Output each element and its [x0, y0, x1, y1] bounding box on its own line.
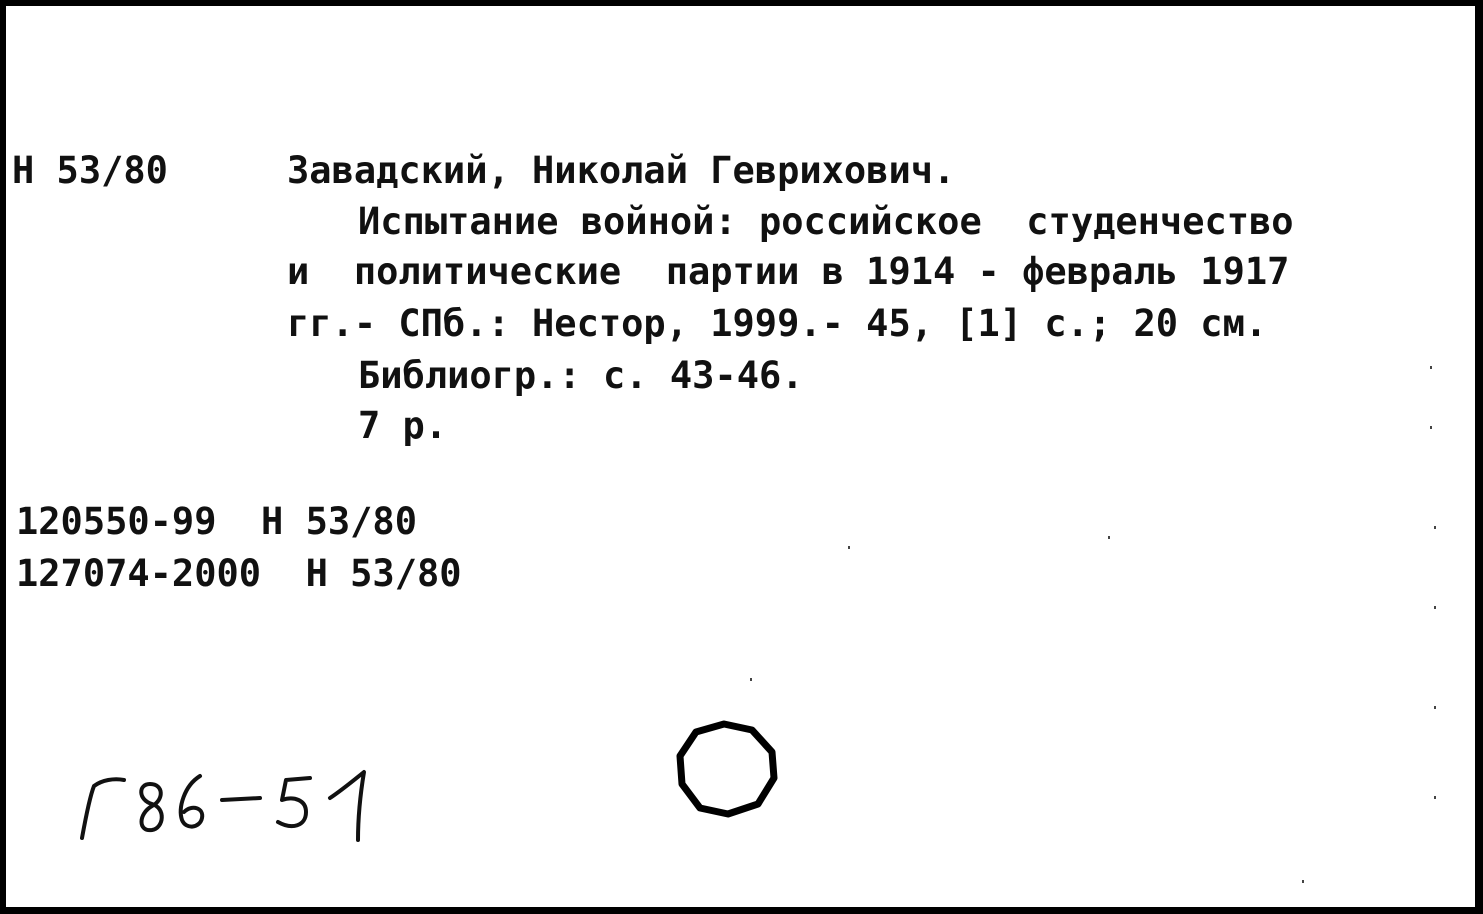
- scan-speck: [1302, 880, 1304, 883]
- title-line: и политические партии в 1914 - февраль 1917: [287, 250, 1290, 293]
- inventory-number: 120550-99 Н 53/80: [16, 500, 417, 543]
- inventory-number: 127074-2000 Н 53/80: [16, 552, 462, 595]
- scan-speck: [1108, 536, 1110, 539]
- scan-speck: [1434, 526, 1436, 529]
- author-heading: Завадский, Николай Геврихович.: [287, 149, 956, 192]
- title-line: Испытание войной: российское студенчество: [358, 200, 1294, 243]
- scan-speck: [1434, 706, 1436, 709]
- bibliography-note: Библиогр.: с. 43-46.: [358, 354, 804, 397]
- scan-speck: [848, 546, 850, 549]
- scan-speck: [1434, 796, 1436, 799]
- scan-speck: [1430, 366, 1432, 369]
- handwritten-note: [72, 756, 392, 856]
- call-number: Н 53/80: [12, 149, 168, 192]
- scan-speck: [1434, 606, 1436, 609]
- price-note: 7 р.: [358, 404, 448, 447]
- imprint-line: гг.- СПб.: Нестор, 1999.- 45, [1] с.; 20 см.: [287, 302, 1268, 345]
- punched-hole: [674, 718, 784, 818]
- scan-speck: [750, 678, 752, 681]
- scan-speck: [1430, 426, 1432, 429]
